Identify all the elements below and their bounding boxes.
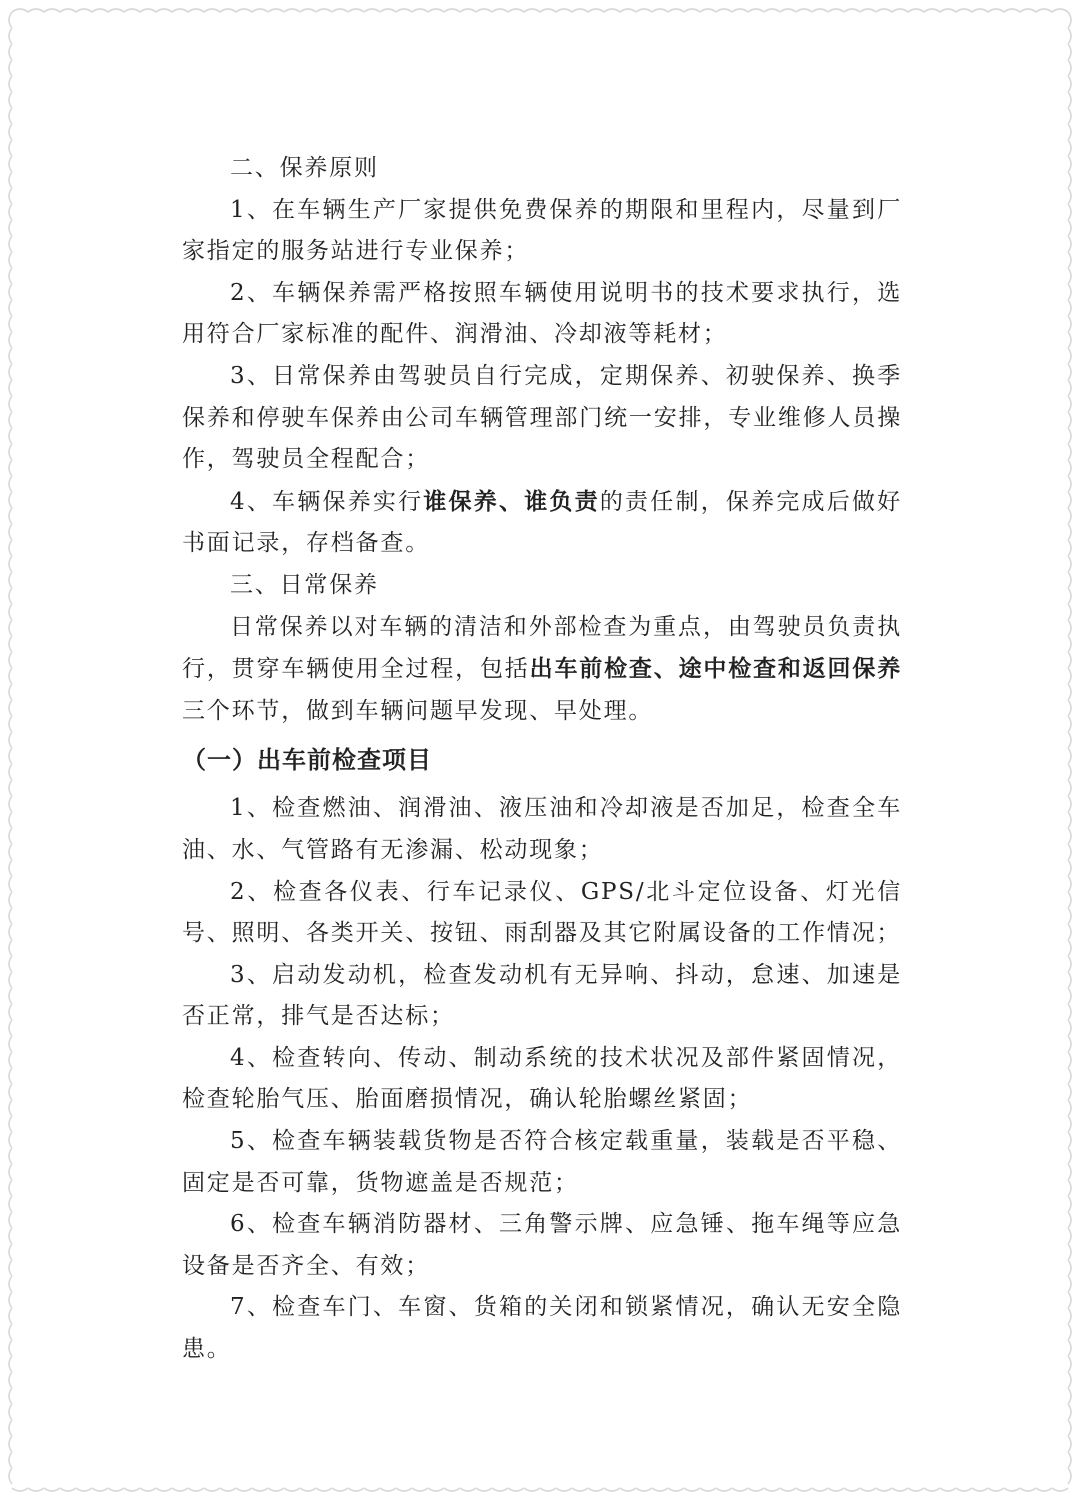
section2-item-4-bold: 谁保养、谁负责 xyxy=(423,487,600,515)
check-item-2: 2、检查各仪表、行车记录仪、GPS/北斗定位设备、灯光信号、照明、各类开关、按钮、雨刮器及其它附属设备的工作情况； xyxy=(182,878,902,947)
section2-item-1: 1、在车辆生产厂家提供免费保养的期限和里程内，尽量到厂家指定的服务站进行专业保养； xyxy=(182,196,902,265)
document-body xyxy=(182,148,902,1371)
check-item-7: 7、检查车门、车窗、货箱的关闭和锁紧情况，确认无安全隐患。 xyxy=(182,1294,902,1363)
section3-heading: 三、日常保养 xyxy=(230,571,379,598)
check-item-3: 3、启动发动机，检查发动机有无异响、抖动，怠速、加速是否正常，排气是否达标； xyxy=(182,961,902,1030)
section2-item-4-suffix: 的责任制，保养完成后做好书面记录，存档备查。 xyxy=(182,488,902,557)
section3-intro-prefix: 日常保养以对车辆的清洁和外部检查为重点，由驾驶员负责执行，贯穿车辆使用全过程，包括 xyxy=(182,613,902,683)
section2-item-2: 2、车辆保养需严格按照车辆使用说明书的技术要求执行，选用符合厂家标准的配件、润滑油、冷却液等耗材； xyxy=(182,279,902,348)
section3-intro-bold: 出车前检查、途中检查和返回保养 xyxy=(529,655,903,683)
subsection1-heading: （一）出车前检查项目 xyxy=(182,746,432,775)
section2-item-4 xyxy=(182,481,902,565)
check-item-5: 5、检查车辆装载货物是否符合核定载重量，装载是否平稳、固定是否可靠，货物遮盖是否规范； xyxy=(182,1128,902,1196)
section3-intro xyxy=(182,607,902,733)
check-item-1: 1、检查燃油、润滑油、液压油和冷却液是否加足，检查全车油、水、气管路有无渗漏、松动现象； xyxy=(182,795,902,863)
check-item-4: 4、检查转向、传动、制动系统的技术状况及部件紧固情况，检查轮胎气压、胎面磨损情况，确认轮胎螺丝紧固； xyxy=(182,1044,902,1113)
section2-item-4-prefix: 4、车辆保养实行 xyxy=(230,488,424,515)
section2-item-3: 3、日常保养由驾驶员自行完成，定期保养、初驶保养、换季保养和停驶车保养由公司车辆管理部门统一安排，专业维修人员操作，驾驶员全程配合； xyxy=(182,362,902,473)
section3-intro-suffix: 三个环节，做到车辆问题早发现、早处理。 xyxy=(182,697,654,724)
section2-heading: 二、保养原则 xyxy=(230,155,379,181)
check-item-6: 6、检查车辆消防器材、三角警示牌、应急锤、拖车绳等应急设备是否齐全、有效； xyxy=(182,1211,902,1279)
